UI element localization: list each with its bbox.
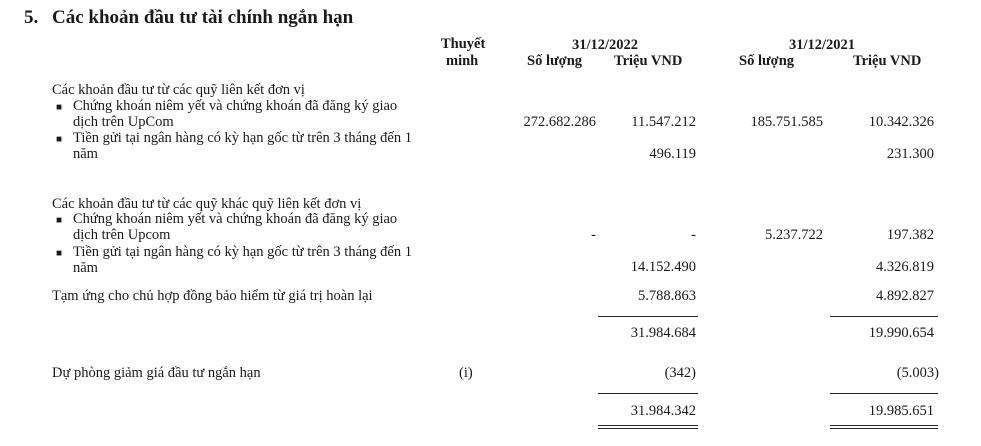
bullet-icon: ■ — [56, 215, 63, 226]
group1-item2-line1: Tiền gửi tại ngân hàng có kỳ hạn gốc từ trên 3 tháng đến 1 — [73, 130, 412, 146]
group2-item1-amt-2022: - — [691, 227, 696, 243]
total-rule-2022 — [598, 393, 698, 394]
provision-note: (i) — [459, 365, 473, 381]
group1-item1-line1: Chứng khoán niêm yết và chứng khoán đã đăng ký giao — [73, 98, 398, 114]
group2-item1-line2: dịch trên Upcom — [73, 227, 171, 243]
group1-item1-qty-2022: 272.682.286 — [523, 114, 596, 130]
group1-title: Các khoản đầu tư từ các quỹ liên kết đơn vị — [52, 82, 305, 98]
group2-item1-qty-2022: - — [591, 227, 596, 243]
group2-item2-line2: năm — [73, 260, 98, 276]
header-note-line1: Thuyết — [441, 36, 486, 52]
advance-amt-2022: 5.788.863 — [638, 288, 696, 304]
advance-amt-2021: 4.892.827 — [876, 288, 934, 304]
bullet-icon: ■ — [56, 134, 63, 145]
header-qty-2022: Số lượng — [527, 53, 583, 69]
subtotal-rule-2021 — [830, 316, 938, 317]
provision-amt-2021: (5.003) — [896, 365, 939, 381]
total-double-rule-2022 — [598, 425, 698, 429]
group2-item2-line1: Tiền gửi tại ngân hàng có kỳ hạn gốc từ trên 3 tháng đến 1 — [73, 244, 412, 260]
group1-item2-amt-2022: 496.119 — [649, 146, 696, 162]
group1-item1-amt-2021: 10.342.326 — [868, 114, 934, 130]
group1-item2-amt-2021: 231.300 — [886, 146, 934, 162]
header-date-2022: 31/12/2022 — [572, 37, 639, 53]
group2-item2-amt-2021: 4.326.819 — [876, 259, 934, 275]
group1-item2-line2: năm — [73, 146, 98, 162]
group1-item1-qty-2021: 185.751.585 — [750, 114, 823, 130]
subtotal-amt-2021: 19.990.654 — [868, 325, 934, 341]
advance-label: Tạm ứng cho chủ hợp đồng bảo hiểm từ giá trị hoàn lại — [52, 288, 373, 304]
group2-item1-amt-2021: 197.382 — [886, 227, 934, 243]
header-amount-2022: Triệu VND — [614, 53, 683, 69]
group2-item1-line1: Chứng khoán niêm yết và chứng khoán đã đăng ký giao — [73, 211, 398, 227]
section-title: Các khoản đầu tư tài chính ngắn hạn — [52, 7, 354, 28]
total-rule-2021 — [830, 393, 938, 394]
group2-title: Các khoản đầu tư từ các quỹ khác quỹ liên kết đơn vị — [52, 196, 362, 212]
total-double-rule-2021 — [830, 425, 938, 429]
subtotal-rule-2022 — [598, 316, 698, 317]
header-date-2021: 31/12/2021 — [789, 37, 856, 53]
group1-item1-line2: dịch trên UpCom — [73, 114, 174, 130]
group2-item2-amt-2022: 14.152.490 — [630, 259, 696, 275]
header-note-line2: minh — [446, 53, 479, 69]
total-amt-2021: 19.985.651 — [868, 403, 934, 419]
provision-amt-2022: (342) — [664, 365, 696, 381]
total-amt-2022: 31.984.342 — [630, 403, 696, 419]
group1-item1-amt-2022: 11.547.212 — [631, 114, 696, 130]
provision-label: Dự phòng giảm giá đầu tư ngắn hạn — [52, 365, 261, 381]
bullet-icon: ■ — [56, 248, 63, 259]
subtotal-amt-2022: 31.984.684 — [630, 325, 696, 341]
section-number: 5. — [24, 7, 39, 28]
group2-item1-qty-2021: 5.237.722 — [765, 227, 823, 243]
bullet-icon: ■ — [56, 102, 63, 113]
header-qty-2021: Số lượng — [739, 53, 795, 69]
header-amount-2021: Triệu VND — [853, 53, 922, 69]
